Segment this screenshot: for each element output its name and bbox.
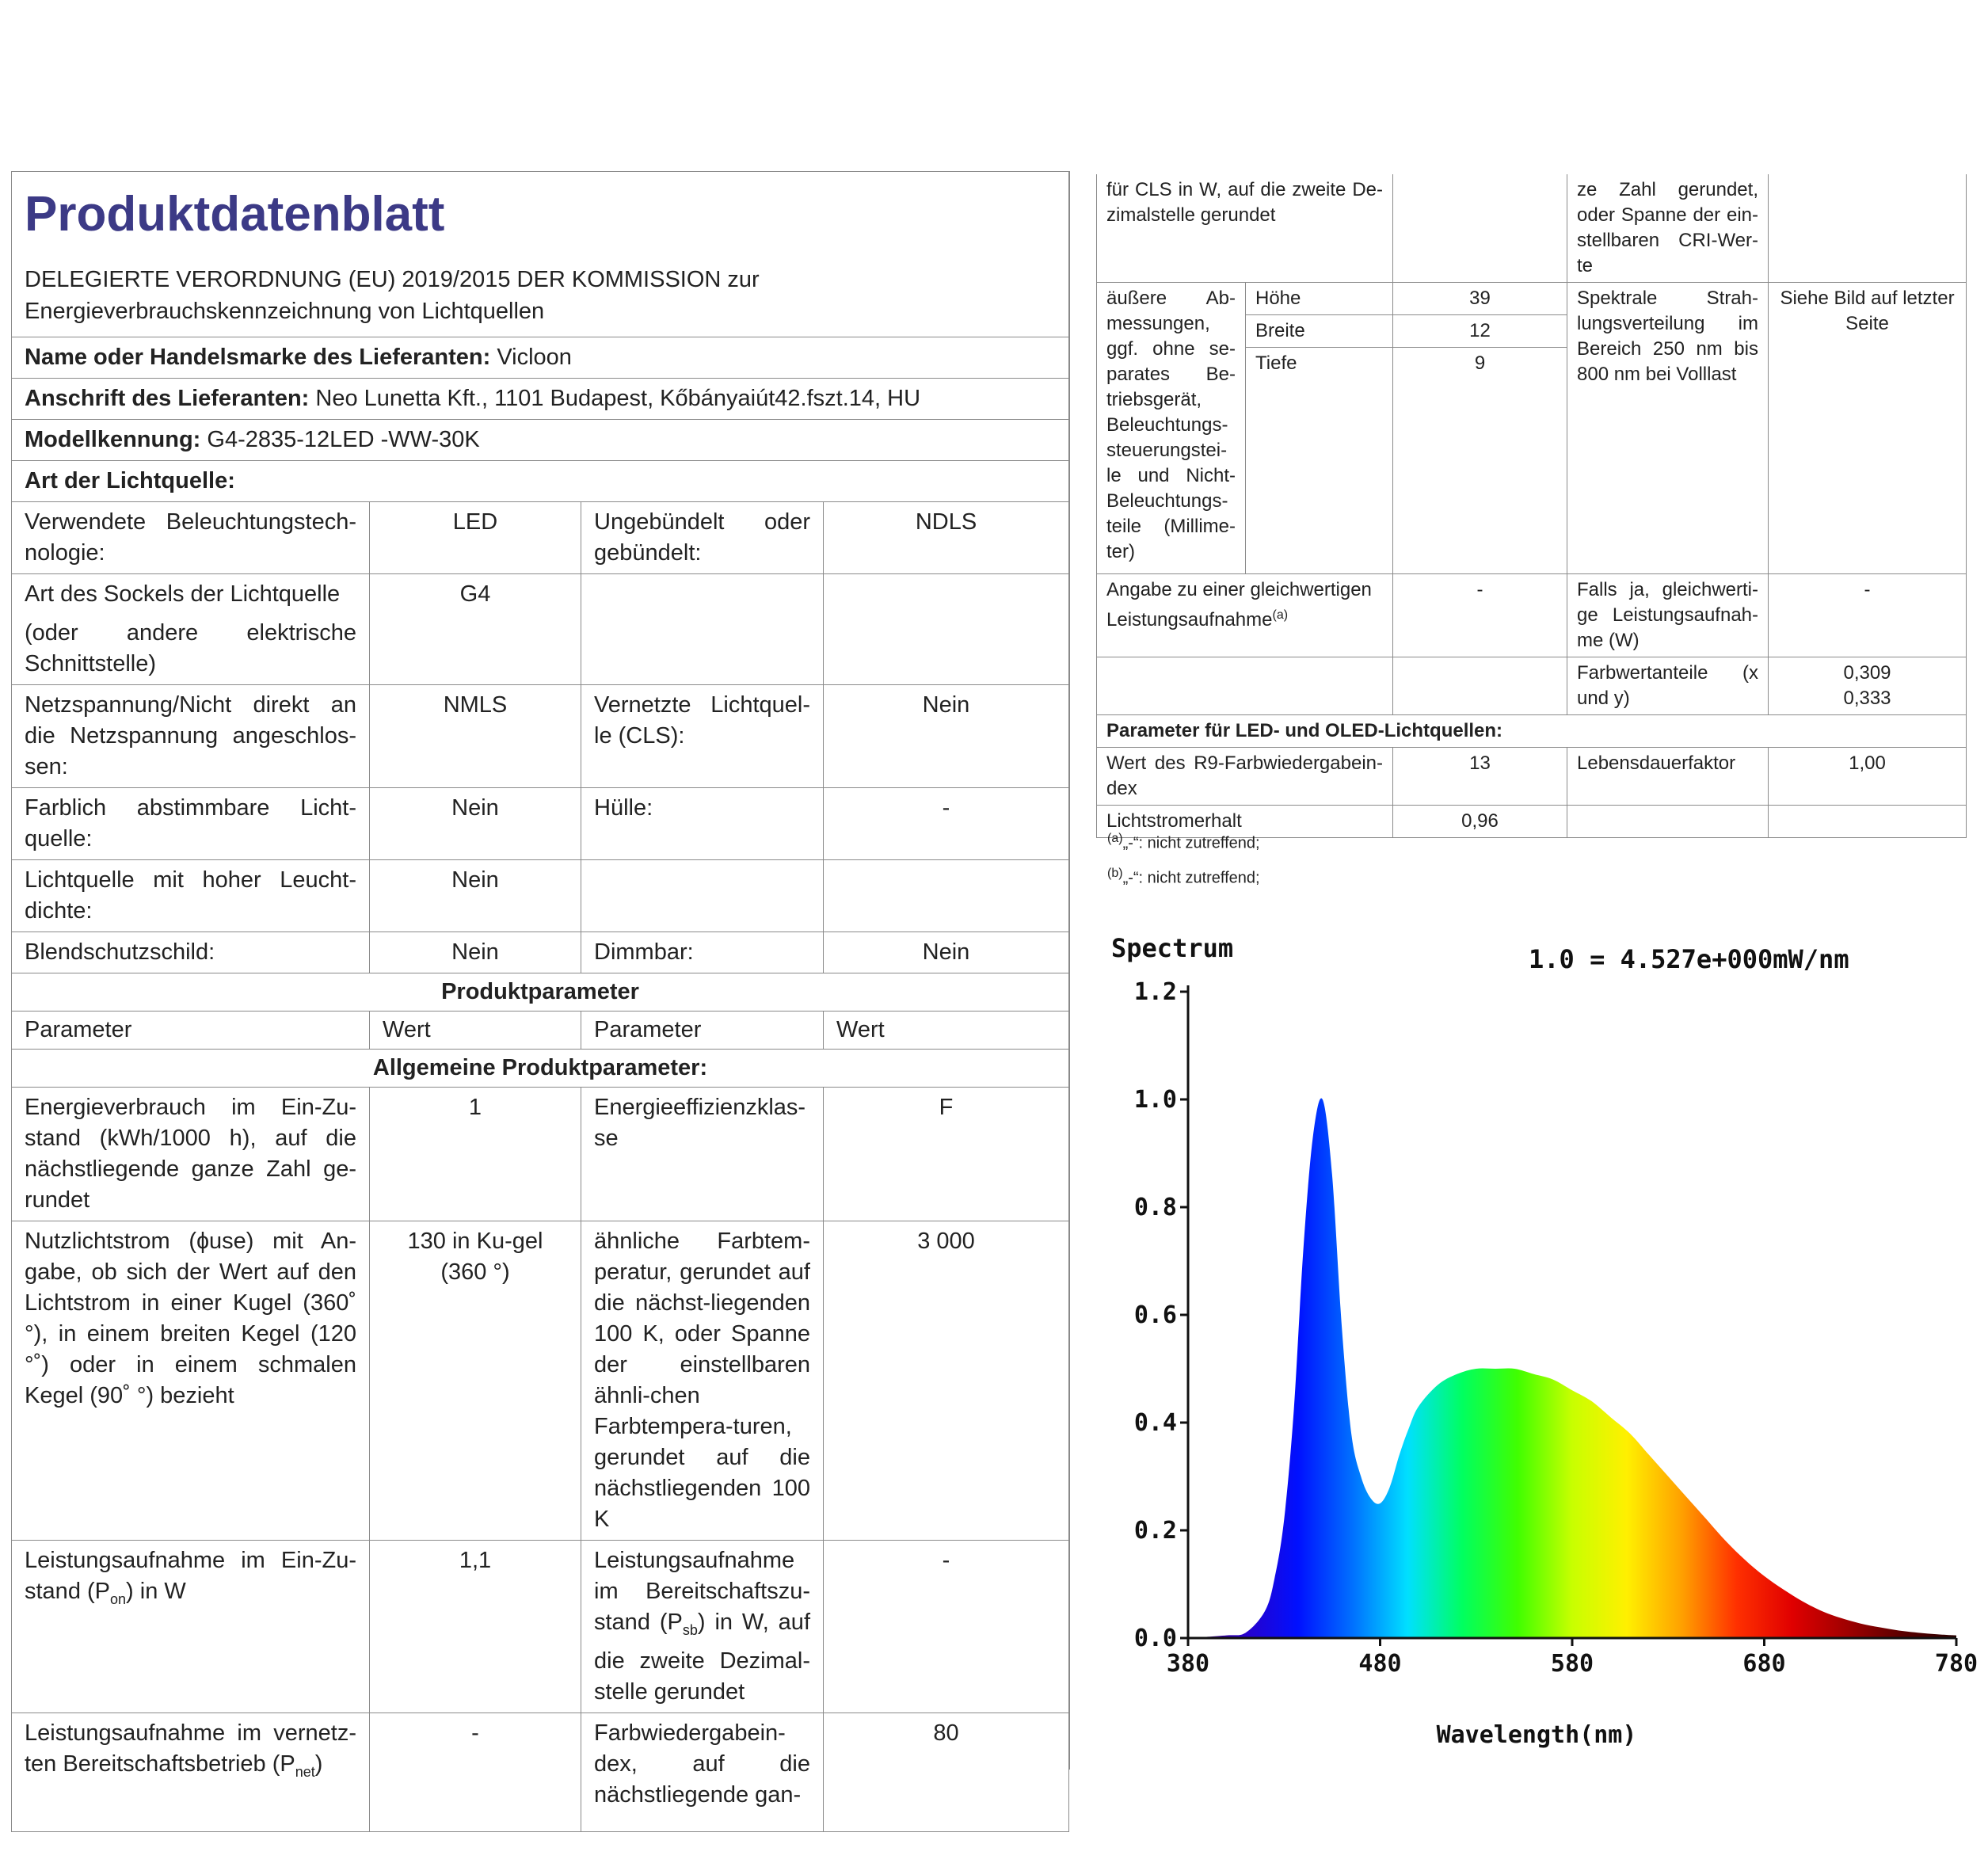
socket-label: Art des Sockels der Lichtquelle bbox=[25, 581, 341, 607]
height-label: Höhe bbox=[1246, 283, 1393, 315]
psb-label bbox=[581, 1541, 824, 1713]
empty-cell bbox=[1393, 657, 1567, 715]
datasheet-right-table bbox=[1096, 174, 1967, 838]
x-tick-label: 480 bbox=[1358, 1650, 1402, 1678]
y-tick-label: 0.2 bbox=[1133, 1517, 1177, 1545]
equiv-label: Angabe zu einer gleichwertigen Leistungsaufnahme bbox=[1106, 579, 1372, 631]
equiv-power-label: Falls ja, gleichwerti-ge Leistungsaufnah-me (W) bbox=[1567, 574, 1769, 657]
y-tick-labels bbox=[1134, 978, 1177, 1652]
title-cell bbox=[12, 172, 1069, 337]
footnote-b-text: „-“: nicht zutreffend; bbox=[1122, 869, 1260, 887]
pnet-label-b: ) bbox=[314, 1751, 323, 1777]
energy-label: Energieverbrauch im Ein-Zu-stand (kWh/1000 h), auf die nächstliegende ganze Zahl ge-rundet bbox=[12, 1088, 370, 1221]
chroma-value bbox=[1769, 657, 1967, 715]
col-value-1: Wert bbox=[370, 1012, 581, 1050]
x-tick-labels bbox=[1167, 1650, 1978, 1678]
chroma-y: 0,333 bbox=[1843, 688, 1891, 709]
page-title: Produktdatenblatt bbox=[25, 187, 445, 242]
mains-value: NMLS bbox=[370, 685, 581, 788]
dims-label: äußere Ab-messungen, ggf. ohne se-parates Be-triebsgerät, Beleuchtungs-steuerungstei-le und Nicht-Beleuchtungs-teile (Millime-ter) bbox=[1097, 283, 1246, 574]
cri-label: Farbwiedergabein-dex, auf die nächstliegende gan- bbox=[581, 1713, 824, 1831]
chroma-x: 0,309 bbox=[1843, 662, 1891, 684]
width-value: 12 bbox=[1393, 315, 1567, 348]
energy-value: 1 bbox=[370, 1088, 581, 1221]
y-tick-label: 1.2 bbox=[1133, 978, 1177, 1006]
led-params-title: Parameter für LED- und OLED-Lichtquellen: bbox=[1097, 715, 1967, 748]
empty-cell bbox=[1097, 657, 1393, 715]
luminance-value: Nein bbox=[370, 860, 581, 932]
spectrum-area bbox=[1188, 992, 1956, 1638]
maint-value: 0,96 bbox=[1393, 806, 1567, 838]
psb-sub: sb bbox=[682, 1621, 698, 1638]
equiv-value: - bbox=[1393, 574, 1567, 657]
y-tick-label: 1.0 bbox=[1133, 1086, 1177, 1114]
supplier-name: Vicloon bbox=[497, 345, 572, 370]
y-tick-label: 0.4 bbox=[1133, 1409, 1177, 1437]
col-param-1: Parameter bbox=[12, 1012, 370, 1050]
eff-class-value: F bbox=[824, 1088, 1069, 1221]
footnote-b bbox=[1107, 859, 1260, 893]
bundled-value: NDLS bbox=[824, 502, 1069, 574]
regulation-text: DELEGIERTE VERORDNUNG (EU) 2019/2015 DER KOMMISSION zur Energieverbrauchskennzeichnung von Lichtquellen bbox=[25, 267, 760, 324]
footnote-b-mark: (b) bbox=[1107, 866, 1123, 880]
psb-label-a: Leistungsaufnahme im Bereitschaftszu-stand (P bbox=[594, 1548, 810, 1635]
supplier-address-row bbox=[12, 379, 1069, 420]
shield-label: Blendschutzschild: bbox=[12, 932, 370, 973]
pon-label-a: Leistungsaufnahme im Ein-Zu-stand (P bbox=[25, 1548, 356, 1604]
x-axis-label: Wavelength(nm) bbox=[1436, 1721, 1637, 1749]
footnote-a-text: „-“: nicht zutreffend; bbox=[1122, 834, 1260, 852]
empty-cell bbox=[1393, 174, 1567, 283]
supplier-address-label: Anschrift des Lieferanten: bbox=[25, 386, 310, 411]
col-param-2: Parameter bbox=[581, 1012, 824, 1050]
equiv-label-cell bbox=[1097, 574, 1393, 657]
psb-label-b: ) in W, auf die zweite Dezimal-stelle gerundet bbox=[594, 1610, 810, 1705]
cct-label: ähnliche Farbtem-peratur, gerundet auf die nächst-liegenden 100 K, oder Spanne der einstellbaren ähnli-chen Farbtempera-turen, gerundet auf die nächstliegenden 100 K bbox=[581, 1221, 824, 1541]
spectrum-fill bbox=[1188, 992, 1956, 1638]
pon-label bbox=[12, 1541, 370, 1713]
y-tick-label: 0.8 bbox=[1133, 1194, 1177, 1221]
supplier-name-row bbox=[12, 337, 1069, 379]
luminance-label: Lichtquelle mit hoher Leucht-dichte: bbox=[12, 860, 370, 932]
datasheet-right bbox=[1096, 174, 1967, 832]
socket-value: G4 bbox=[370, 574, 581, 685]
r9-label: Wert des R9-Farbwiedergabein-dex bbox=[1097, 748, 1393, 806]
mains-label: Netzspannung/Nicht direkt an die Netzspannung angeschlos-sen: bbox=[12, 685, 370, 788]
empty-cell bbox=[581, 574, 824, 685]
cont-right: ze Zahl gerundet, oder Spanne der ein-stellbaren CRI-Wer-te bbox=[1567, 174, 1769, 283]
cont-left: für CLS in W, auf die zweite De-zimalstelle gerundet bbox=[1097, 174, 1393, 283]
maint-label: Lichtstromerhalt bbox=[1097, 806, 1393, 838]
equiv-sup: (a) bbox=[1272, 608, 1289, 622]
footnote-a-mark: (a) bbox=[1107, 832, 1123, 845]
shield-value: Nein bbox=[370, 932, 581, 973]
chroma-label: Farbwertanteile (x und y) bbox=[1567, 657, 1769, 715]
empty-cell bbox=[824, 860, 1069, 932]
empty-cell bbox=[1769, 174, 1967, 283]
pnet-label-a: Leistungsaufnahme im vernetz-ten Bereitschaftsbetrieb (P bbox=[25, 1720, 356, 1777]
socket-label-extra: (oder andere elektrische Schnittstelle) bbox=[25, 620, 356, 676]
col-value-2: Wert bbox=[824, 1012, 1069, 1050]
empty-cell bbox=[1769, 806, 1967, 838]
connected-label: Vernetzte Lichtquel-le (CLS): bbox=[581, 685, 824, 788]
general-params-title: Allgemeine Produktparameter: bbox=[12, 1050, 1069, 1088]
supplier-name-label: Name oder Handelsmarke des Lieferanten: bbox=[25, 345, 491, 370]
envelope-label: Hülle: bbox=[581, 788, 824, 860]
dimmable-value: Nein bbox=[824, 932, 1069, 973]
product-params-title: Produktparameter bbox=[12, 973, 1069, 1012]
bundled-label: Ungebündelt oder gebündelt: bbox=[581, 502, 824, 574]
socket-label-cell bbox=[12, 574, 370, 685]
tech-label: Verwendete Beleuchtungstech-nologie: bbox=[12, 502, 370, 574]
width-label: Breite bbox=[1246, 315, 1393, 348]
depth-value: 9 bbox=[1393, 348, 1567, 574]
spectral-label: Spektrale Strah-lungsverteilung im Bereich 250 nm bis 800 nm bei Volllast bbox=[1567, 283, 1769, 574]
light-type-row bbox=[12, 461, 1069, 502]
pnet-label bbox=[12, 1713, 370, 1831]
x-tick-label: 380 bbox=[1166, 1650, 1210, 1678]
flux-label: Nutzlichtstrom (ɸuse) mit An-gabe, ob sich der Wert auf den Lichtstrom in einer Kugel (360˚ °), in einem breiten Kegel (120 °˚) oder in einem schmalen Kegel (90˚ °) bezieht bbox=[12, 1221, 370, 1541]
footnotes bbox=[1107, 824, 1260, 893]
chart-subtitle: 1.0 = 4.527e+000mW/nm bbox=[1529, 944, 1849, 974]
flux-value: 130 in Ku-gel (360 °) bbox=[370, 1221, 581, 1541]
tech-value: LED bbox=[370, 502, 581, 574]
x-tick-label: 580 bbox=[1550, 1650, 1594, 1678]
r9-value: 13 bbox=[1393, 748, 1567, 806]
footnote-a bbox=[1107, 824, 1260, 859]
chart-title: Spectrum bbox=[1111, 933, 1234, 963]
model-row bbox=[12, 420, 1069, 461]
survival-label: Lebensdauerfaktor bbox=[1567, 748, 1769, 806]
x-tick-label: 780 bbox=[1934, 1650, 1978, 1678]
depth-label: Tiefe bbox=[1246, 348, 1393, 574]
spectral-value: Siehe Bild auf letzter Seite bbox=[1769, 283, 1967, 574]
supplier-address: Neo Lunetta Kft., 1101 Budapest, Kőbányaiút42.fszt.14, HU bbox=[315, 386, 921, 411]
pnet-value: - bbox=[370, 1713, 581, 1831]
height-value: 39 bbox=[1393, 283, 1567, 315]
pon-value: 1,1 bbox=[370, 1541, 581, 1713]
connected-value: Nein bbox=[824, 685, 1069, 788]
model-id: G4-2835-12LED -WW-30K bbox=[207, 427, 480, 452]
empty-cell bbox=[1567, 806, 1769, 838]
empty-cell bbox=[581, 860, 824, 932]
light-type-label: Art der Lichtquelle: bbox=[25, 468, 235, 493]
eff-class-label: Energieeffizienzklas-se bbox=[581, 1088, 824, 1221]
equiv-power-value: - bbox=[1769, 574, 1967, 657]
pon-label-b: ) in W bbox=[126, 1579, 186, 1604]
empty-cell bbox=[824, 574, 1069, 685]
datasheet-table bbox=[11, 171, 1069, 1832]
tunable-label: Farblich abstimmbare Licht-quelle: bbox=[12, 788, 370, 860]
x-tick-label: 680 bbox=[1742, 1650, 1786, 1678]
y-tick-label: 0.0 bbox=[1133, 1625, 1177, 1652]
cri-value: 80 bbox=[824, 1713, 1069, 1831]
model-label: Modellkennung: bbox=[25, 427, 201, 452]
pon-sub: on bbox=[110, 1591, 127, 1607]
pnet-sub: net bbox=[295, 1763, 315, 1780]
tunable-value: Nein bbox=[370, 788, 581, 860]
y-tick-label: 0.6 bbox=[1133, 1301, 1177, 1329]
spectrum-chart bbox=[1105, 927, 1984, 1766]
envelope-value: - bbox=[824, 788, 1069, 860]
survival-value: 1,00 bbox=[1769, 748, 1967, 806]
cct-value: 3 000 bbox=[824, 1221, 1069, 1541]
datasheet-left bbox=[11, 171, 1070, 1808]
psb-value: - bbox=[824, 1541, 1069, 1713]
dimmable-label: Dimmbar: bbox=[581, 932, 824, 973]
